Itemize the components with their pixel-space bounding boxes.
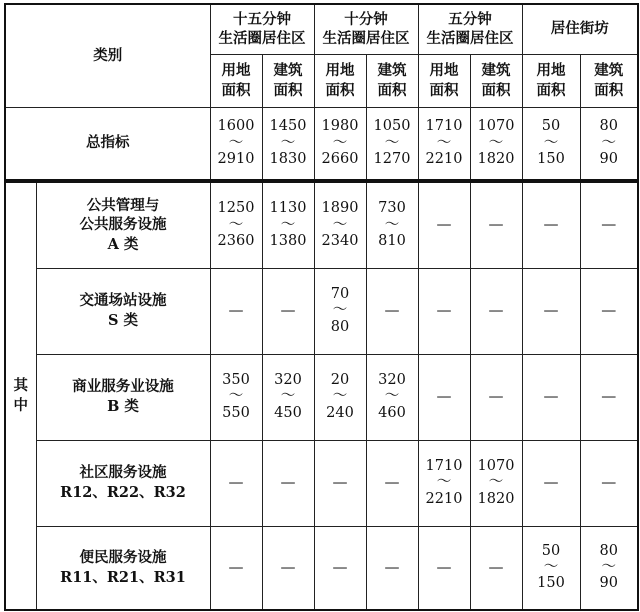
- range-min: 320: [378, 371, 406, 388]
- facility-name-line: R12、R22、R32: [60, 484, 186, 501]
- facility-name-line: 商业服务业设施: [72, 378, 174, 396]
- sub-header-line: 用地: [325, 61, 355, 79]
- range-tilde: ～: [332, 134, 348, 151]
- building-area-header: [262, 54, 314, 107]
- value-cell: [210, 440, 262, 526]
- range-tilde: ～: [280, 388, 296, 405]
- range-min: 350: [222, 371, 250, 388]
- sub-header-line: 面积: [481, 81, 511, 99]
- range-max: 1820: [477, 150, 515, 167]
- empty-dash: —: [384, 301, 400, 320]
- range-min: 1710: [425, 457, 463, 474]
- building-area-header: [470, 54, 522, 107]
- land-area-header: [314, 54, 366, 107]
- range-min: 1450: [269, 118, 307, 135]
- range-min: 1070: [477, 118, 515, 135]
- range-min: 50: [541, 542, 561, 559]
- range-tilde: ～: [488, 474, 504, 491]
- empty-dash: —: [543, 301, 559, 320]
- value-cell: [418, 354, 470, 440]
- land-area-header: [522, 54, 580, 107]
- empty-dash: —: [384, 557, 400, 576]
- value-cell: [522, 268, 580, 354]
- range-tilde: ～: [332, 302, 348, 319]
- value-cell: [210, 354, 262, 440]
- qizhong-label: [5, 182, 36, 610]
- range-max: 1380: [269, 232, 307, 249]
- range-max: 2210: [425, 150, 463, 167]
- value-cell: [418, 268, 470, 354]
- range-tilde: ～: [280, 216, 296, 233]
- range-tilde: ～: [436, 134, 452, 151]
- range-max: 90: [599, 150, 618, 167]
- value-cell: [580, 107, 638, 180]
- empty-dash: —: [332, 557, 348, 576]
- empty-dash: —: [280, 557, 296, 576]
- value-cell: [470, 182, 522, 268]
- building-area-header: [366, 54, 418, 107]
- sub-header-line: 面积: [377, 81, 407, 99]
- value-cell: [210, 107, 262, 180]
- range-max: 150: [537, 150, 565, 167]
- value-cell: [210, 526, 262, 610]
- group-title: 十五分钟: [233, 10, 291, 28]
- range-min: 50: [541, 118, 561, 135]
- facility-name: [36, 440, 210, 526]
- range-max: 460: [378, 404, 406, 421]
- range-max: 90: [599, 575, 618, 592]
- value-cell: [522, 526, 580, 610]
- empty-dash: —: [488, 387, 504, 406]
- breakdown-body: [5, 182, 638, 610]
- value-cell: [470, 268, 522, 354]
- facility-name: [36, 526, 210, 610]
- value-cell: [314, 182, 366, 268]
- value-cell: [580, 526, 638, 610]
- range-min: 1710: [425, 118, 463, 135]
- range-min: 1050: [373, 118, 411, 135]
- range-tilde: ～: [488, 134, 504, 151]
- value-cell: [366, 526, 418, 610]
- range-tilde: ～: [601, 559, 616, 576]
- value-cell: [210, 268, 262, 354]
- group-header-10min: [314, 4, 418, 54]
- facility-name-line: B 类: [107, 398, 139, 415]
- facility-name-line: A 类: [107, 236, 139, 254]
- land-area-header: [210, 54, 262, 107]
- range-tilde: ～: [543, 559, 559, 576]
- range-max: 1830: [269, 150, 307, 167]
- total-label: 总指标: [5, 107, 210, 180]
- empty-dash: —: [228, 473, 244, 492]
- range-tilde: ～: [228, 216, 244, 233]
- value-cell: [262, 107, 314, 180]
- range-min: 1070: [477, 457, 515, 474]
- sub-header-line: 建筑: [377, 61, 407, 79]
- value-cell: [418, 440, 470, 526]
- range-min: 1250: [217, 200, 255, 217]
- range-max: 150: [537, 575, 565, 592]
- qizhong-char: 其: [13, 377, 28, 395]
- range-tilde: ～: [384, 388, 400, 405]
- range-tilde: ～: [228, 134, 244, 151]
- empty-dash: —: [436, 301, 452, 320]
- range-max: 1270: [373, 150, 411, 167]
- group-subtitle: 生活圈居住区: [322, 30, 410, 48]
- range-min: 1600: [217, 118, 255, 135]
- value-cell: [314, 526, 366, 610]
- value-cell: [262, 354, 314, 440]
- range-max: 550: [222, 404, 250, 421]
- range-max: 2340: [321, 232, 359, 249]
- value-cell: [470, 354, 522, 440]
- range-min: 1980: [321, 118, 359, 135]
- value-cell: [470, 107, 522, 180]
- range-tilde: ～: [228, 388, 244, 405]
- header-table: [4, 3, 639, 181]
- value-cell: [418, 107, 470, 180]
- range-max: 80: [330, 318, 350, 335]
- range-min: 20: [330, 371, 350, 388]
- qizhong-char: 中: [13, 397, 28, 414]
- group-header-5min: [418, 4, 522, 54]
- facility-name: [36, 354, 210, 440]
- range-min: 80: [599, 118, 618, 135]
- value-cell: [580, 268, 638, 354]
- group-subtitle: 生活圈居住区: [218, 30, 306, 48]
- sub-header-line: 面积: [325, 81, 355, 99]
- sub-header-line: 面积: [221, 81, 251, 99]
- facility-name-line: 社区服务设施: [79, 464, 167, 482]
- breakdown-row: [5, 354, 638, 440]
- sub-header-line: 面积: [536, 81, 566, 99]
- empty-dash: —: [228, 301, 244, 320]
- empty-dash: —: [543, 215, 559, 234]
- value-cell: [522, 182, 580, 268]
- value-cell: [314, 354, 366, 440]
- range-min: 730: [378, 200, 406, 217]
- empty-dash: —: [488, 557, 504, 576]
- empty-dash: —: [488, 215, 504, 234]
- range-tilde: ～: [332, 216, 348, 233]
- group-header-15min: [210, 4, 314, 54]
- value-cell: [522, 107, 580, 180]
- empty-dash: —: [436, 387, 452, 406]
- group-subtitle: 生活圈居住区: [426, 30, 514, 48]
- value-cell: [522, 440, 580, 526]
- range-tilde: ～: [384, 134, 400, 151]
- breakdown-row: [5, 268, 638, 354]
- breakdown-row: [5, 182, 638, 268]
- sub-header-line: 建筑: [481, 61, 511, 79]
- range-max: 2210: [425, 490, 463, 507]
- range-min: 70: [330, 285, 350, 302]
- value-cell: [366, 440, 418, 526]
- range-tilde: ～: [332, 388, 348, 405]
- empty-dash: —: [601, 301, 617, 320]
- range-max: 2660: [321, 150, 359, 167]
- empty-dash: —: [384, 473, 400, 492]
- range-max: 2910: [217, 150, 255, 167]
- empty-dash: —: [601, 473, 617, 492]
- value-cell: [262, 526, 314, 610]
- value-cell: [522, 354, 580, 440]
- value-cell: [314, 440, 366, 526]
- value-cell: [418, 526, 470, 610]
- value-cell: [210, 182, 262, 268]
- facility-name-line: 交通场站设施: [79, 292, 167, 310]
- range-tilde: ～: [543, 134, 559, 151]
- range-min: 320: [274, 371, 302, 388]
- breakdown-table: [4, 181, 639, 611]
- breakdown-row: [5, 440, 638, 526]
- empty-dash: —: [488, 301, 504, 320]
- sub-header-line: 用地: [536, 61, 566, 79]
- value-cell: [366, 107, 418, 180]
- total-row: [5, 107, 638, 180]
- facility-name-line: R11、R21、R31: [60, 568, 186, 586]
- range-max: 2360: [217, 232, 255, 249]
- value-cell: [470, 440, 522, 526]
- facility-name-line: S 类: [107, 312, 139, 329]
- value-cell: [366, 354, 418, 440]
- group-title: 十分钟: [344, 10, 388, 28]
- range-tilde: ～: [436, 474, 452, 491]
- range-max: 450: [274, 404, 302, 421]
- facility-name-line: 便民服务设施: [79, 549, 167, 567]
- empty-dash: —: [543, 387, 559, 406]
- value-cell: [580, 440, 638, 526]
- sub-header-line: 面积: [273, 81, 303, 99]
- empty-dash: —: [543, 473, 559, 492]
- empty-dash: —: [228, 557, 244, 576]
- value-cell: [418, 182, 470, 268]
- value-cell: [366, 182, 418, 268]
- group-header-block: [522, 4, 638, 54]
- range-min: 1130: [269, 200, 307, 217]
- range-min: 1890: [321, 200, 359, 217]
- empty-dash: —: [332, 473, 348, 492]
- facility-name: [36, 268, 210, 354]
- value-cell: [580, 182, 638, 268]
- value-cell: [470, 526, 522, 610]
- building-area-header: [580, 54, 638, 107]
- range-min: 80: [599, 542, 618, 559]
- empty-dash: —: [601, 215, 617, 234]
- empty-dash: —: [280, 301, 296, 320]
- sub-header-line: 用地: [221, 61, 251, 79]
- value-cell: [580, 354, 638, 440]
- facility-name-line: 公共服务设施: [79, 216, 167, 234]
- category-header: 类别: [5, 4, 210, 107]
- sub-header-line: 用地: [429, 61, 459, 79]
- value-cell: [262, 440, 314, 526]
- range-max: 240: [326, 404, 354, 421]
- value-cell: [366, 268, 418, 354]
- facility-name-line: 公共管理与: [86, 196, 160, 214]
- sub-header-line: 建筑: [273, 61, 303, 79]
- group-title: 五分钟: [448, 10, 492, 28]
- value-cell: [262, 268, 314, 354]
- range-tilde: ～: [384, 216, 400, 233]
- empty-dash: —: [436, 557, 452, 576]
- sub-header-line: 面积: [594, 81, 624, 99]
- value-cell: [314, 268, 366, 354]
- sub-header-line: 建筑: [594, 61, 624, 79]
- range-tilde: ～: [601, 134, 616, 151]
- empty-dash: —: [436, 215, 452, 234]
- value-cell: [262, 182, 314, 268]
- land-area-header: [418, 54, 470, 107]
- breakdown-row: [5, 526, 638, 610]
- empty-dash: —: [601, 387, 617, 406]
- range-tilde: ～: [280, 134, 296, 151]
- empty-dash: —: [280, 473, 296, 492]
- group-title: 居住街坊: [550, 20, 609, 38]
- sub-header-line: 面积: [429, 81, 459, 99]
- value-cell: [314, 107, 366, 180]
- facility-name: [36, 182, 210, 268]
- range-max: 1820: [477, 490, 515, 507]
- range-max: 810: [378, 232, 406, 249]
